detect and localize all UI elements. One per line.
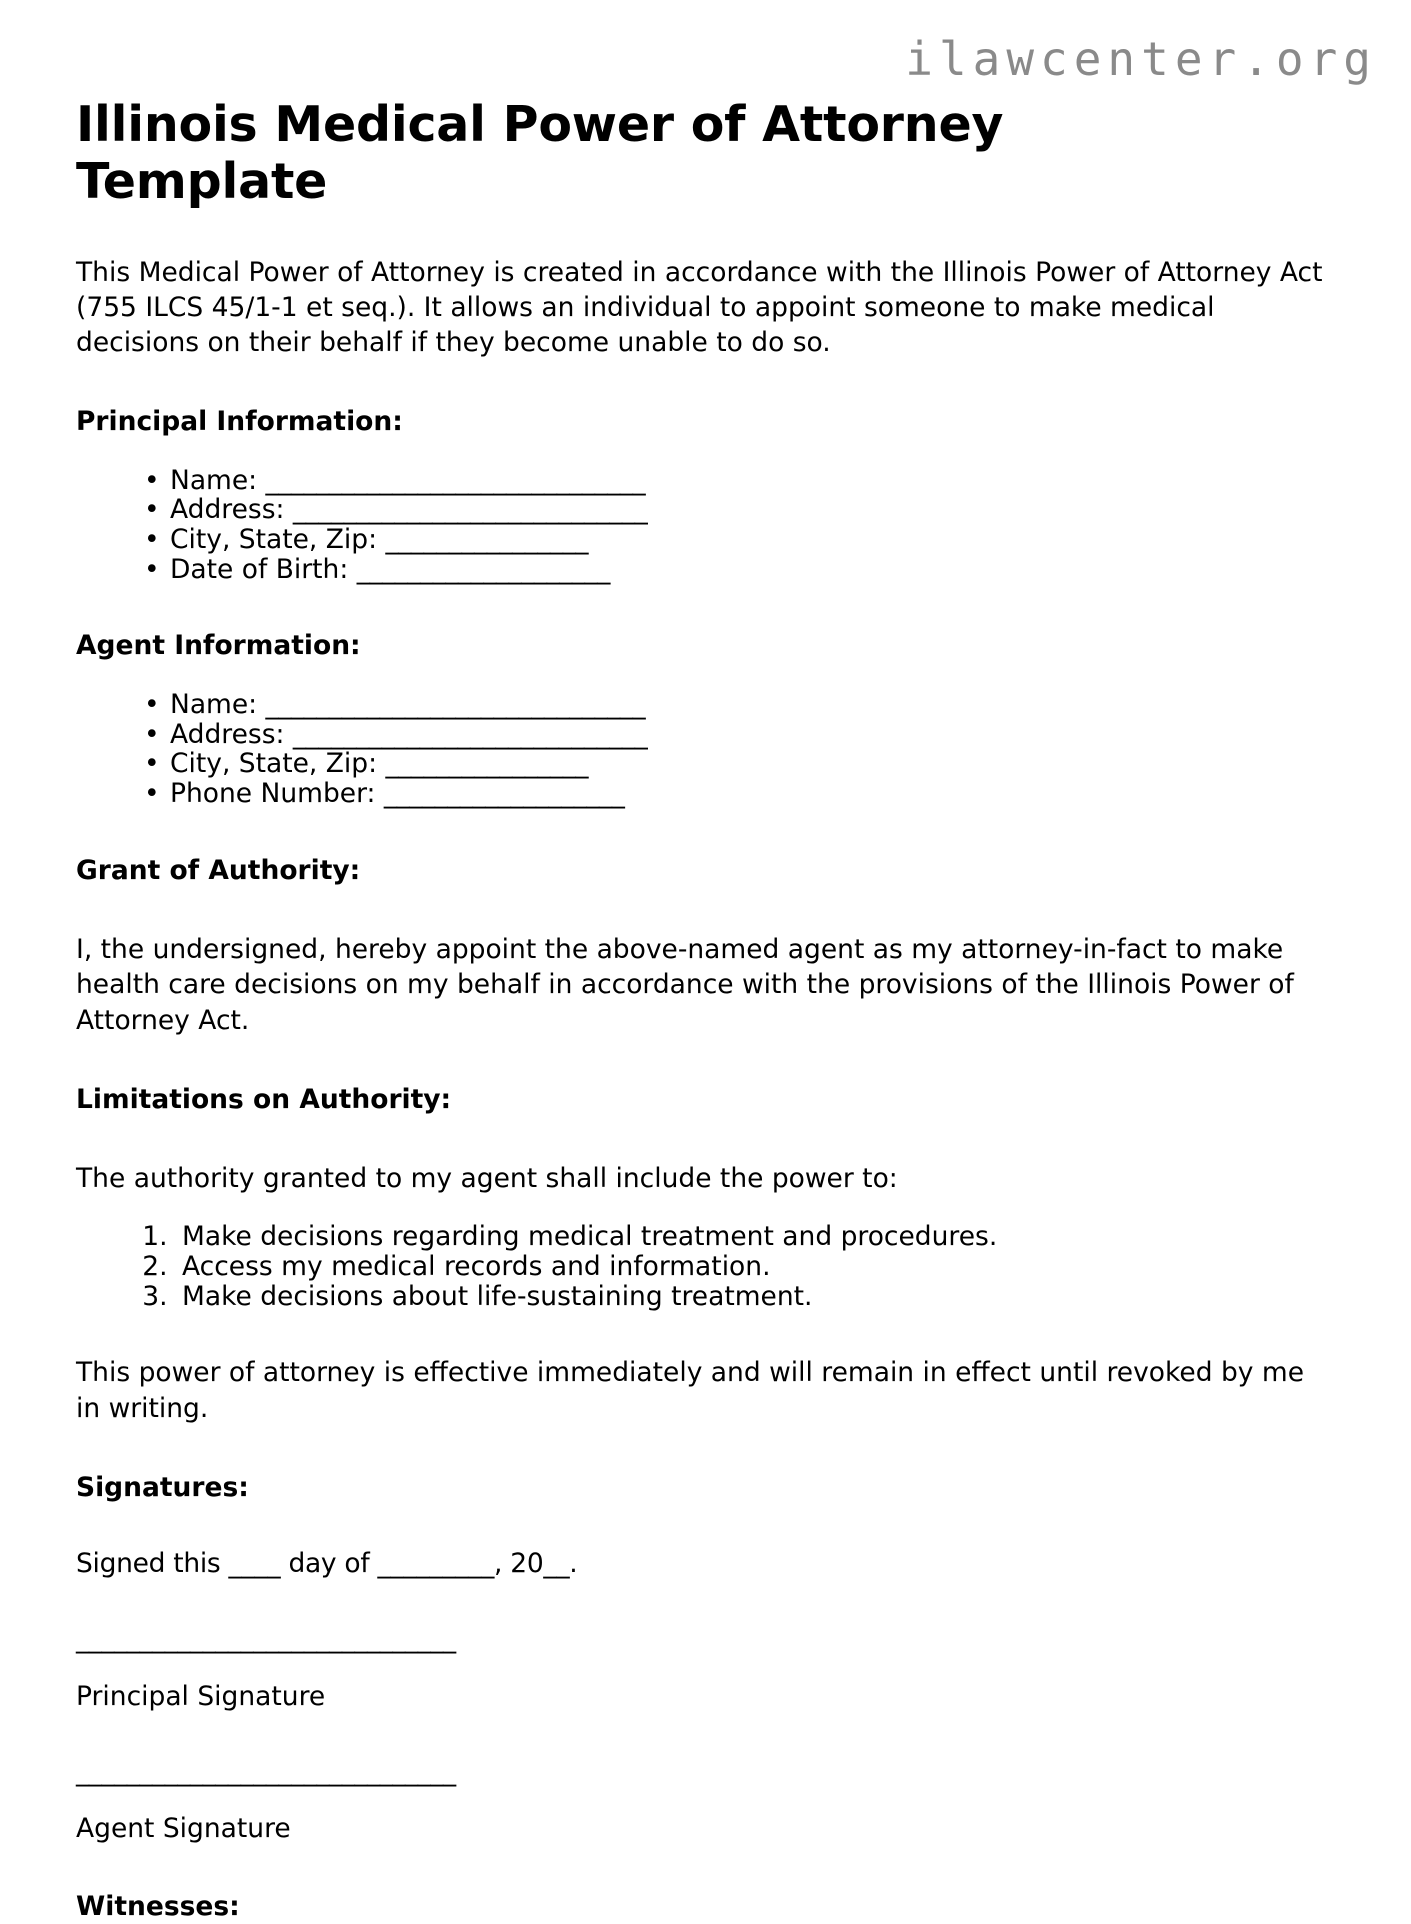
list-item: [144, 690, 1328, 720]
agent-information-heading: Agent Information:: [76, 630, 361, 662]
list-item: [144, 749, 1328, 779]
field-label: Address:: [170, 718, 285, 750]
list-item: [144, 495, 1328, 525]
field-label: Address:: [170, 494, 285, 526]
list-item: [144, 466, 1328, 496]
principal-information-heading: Principal Information:: [76, 406, 403, 438]
field-blank[interactable]: ___________________: [383, 777, 625, 809]
witnesses-heading: Witnesses:: [76, 1891, 240, 1922]
field-blank[interactable]: ____________________: [356, 553, 610, 585]
field-blank[interactable]: ______________________________: [265, 688, 646, 720]
page-title: Illinois Medical Power of Attorney Template: [76, 96, 1004, 211]
field-label: City, State, Zip:: [170, 748, 378, 780]
agent-signature-rule[interactable]: ______________________________: [76, 1755, 456, 1787]
signatures-heading: Signatures:: [76, 1471, 249, 1503]
list-item: [144, 555, 1328, 585]
principal-signature-label: Principal Signature: [76, 1680, 326, 1712]
field-label: Phone Number:: [170, 777, 376, 809]
effective-paragraph: This power of attorney is effective immediately and will remain in effect until revoked by me in writing.: [76, 1357, 1304, 1424]
field-label: Date of Birth:: [170, 553, 349, 585]
intro-paragraph: This Medical Power of Attorney is created in accordance with the Illinois Power of Attorney Act (755 ILCS 45/1-1 et seq.). It allows an individual to appoint someone to make medical decisions on their behalf if they become unable to do so.: [76, 256, 1323, 359]
list-item: [144, 779, 1328, 809]
list-item: [144, 720, 1328, 750]
agent-signature-label: Agent Signature: [76, 1812, 291, 1844]
grant-of-authority-paragraph: I, the undersigned, hereby appoint the above-named agent as my attorney-in-fact to make health care decisions on my behalf in accordance with the provisions of the Illinois Power of Attorney Act.: [76, 934, 1294, 1036]
grant-of-authority-heading: Grant of Authority:: [76, 854, 361, 886]
agent-information-list: [76, 690, 1328, 809]
field-blank[interactable]: ______________________________: [265, 464, 646, 496]
limitations-intro-paragraph: The authority granted to my agent shall include the power to:: [76, 1163, 898, 1195]
site-watermark: ilawcenter.org: [905, 32, 1377, 86]
field-label: Name:: [170, 464, 258, 496]
field-blank[interactable]: ____________________________: [292, 718, 648, 750]
principal-information-list: [76, 466, 1328, 585]
list-item: 1. Make decisions regarding medical treatment and procedures.: [176, 1222, 1328, 1252]
list-item: 3. Make decisions about life-sustaining treatment.: [176, 1282, 1328, 1312]
field-blank[interactable]: ________________: [385, 748, 588, 780]
principal-signature-rule[interactable]: ______________________________: [76, 1623, 456, 1655]
signed-date-line[interactable]: Signed this ____ day of _________, 20__.: [76, 1548, 578, 1580]
limitations-on-authority-heading: Limitations on Authority:: [76, 1083, 452, 1115]
list-item: 2. Access my medical records and information.: [176, 1252, 1328, 1282]
field-label: Name:: [170, 688, 258, 720]
field-blank[interactable]: ________________: [385, 524, 588, 556]
granted-powers-list: [76, 1222, 1328, 1311]
field-blank[interactable]: ____________________________: [292, 494, 648, 526]
list-item: [144, 525, 1328, 555]
document-body: [76, 96, 1328, 1924]
field-label: City, State, Zip:: [170, 524, 378, 556]
